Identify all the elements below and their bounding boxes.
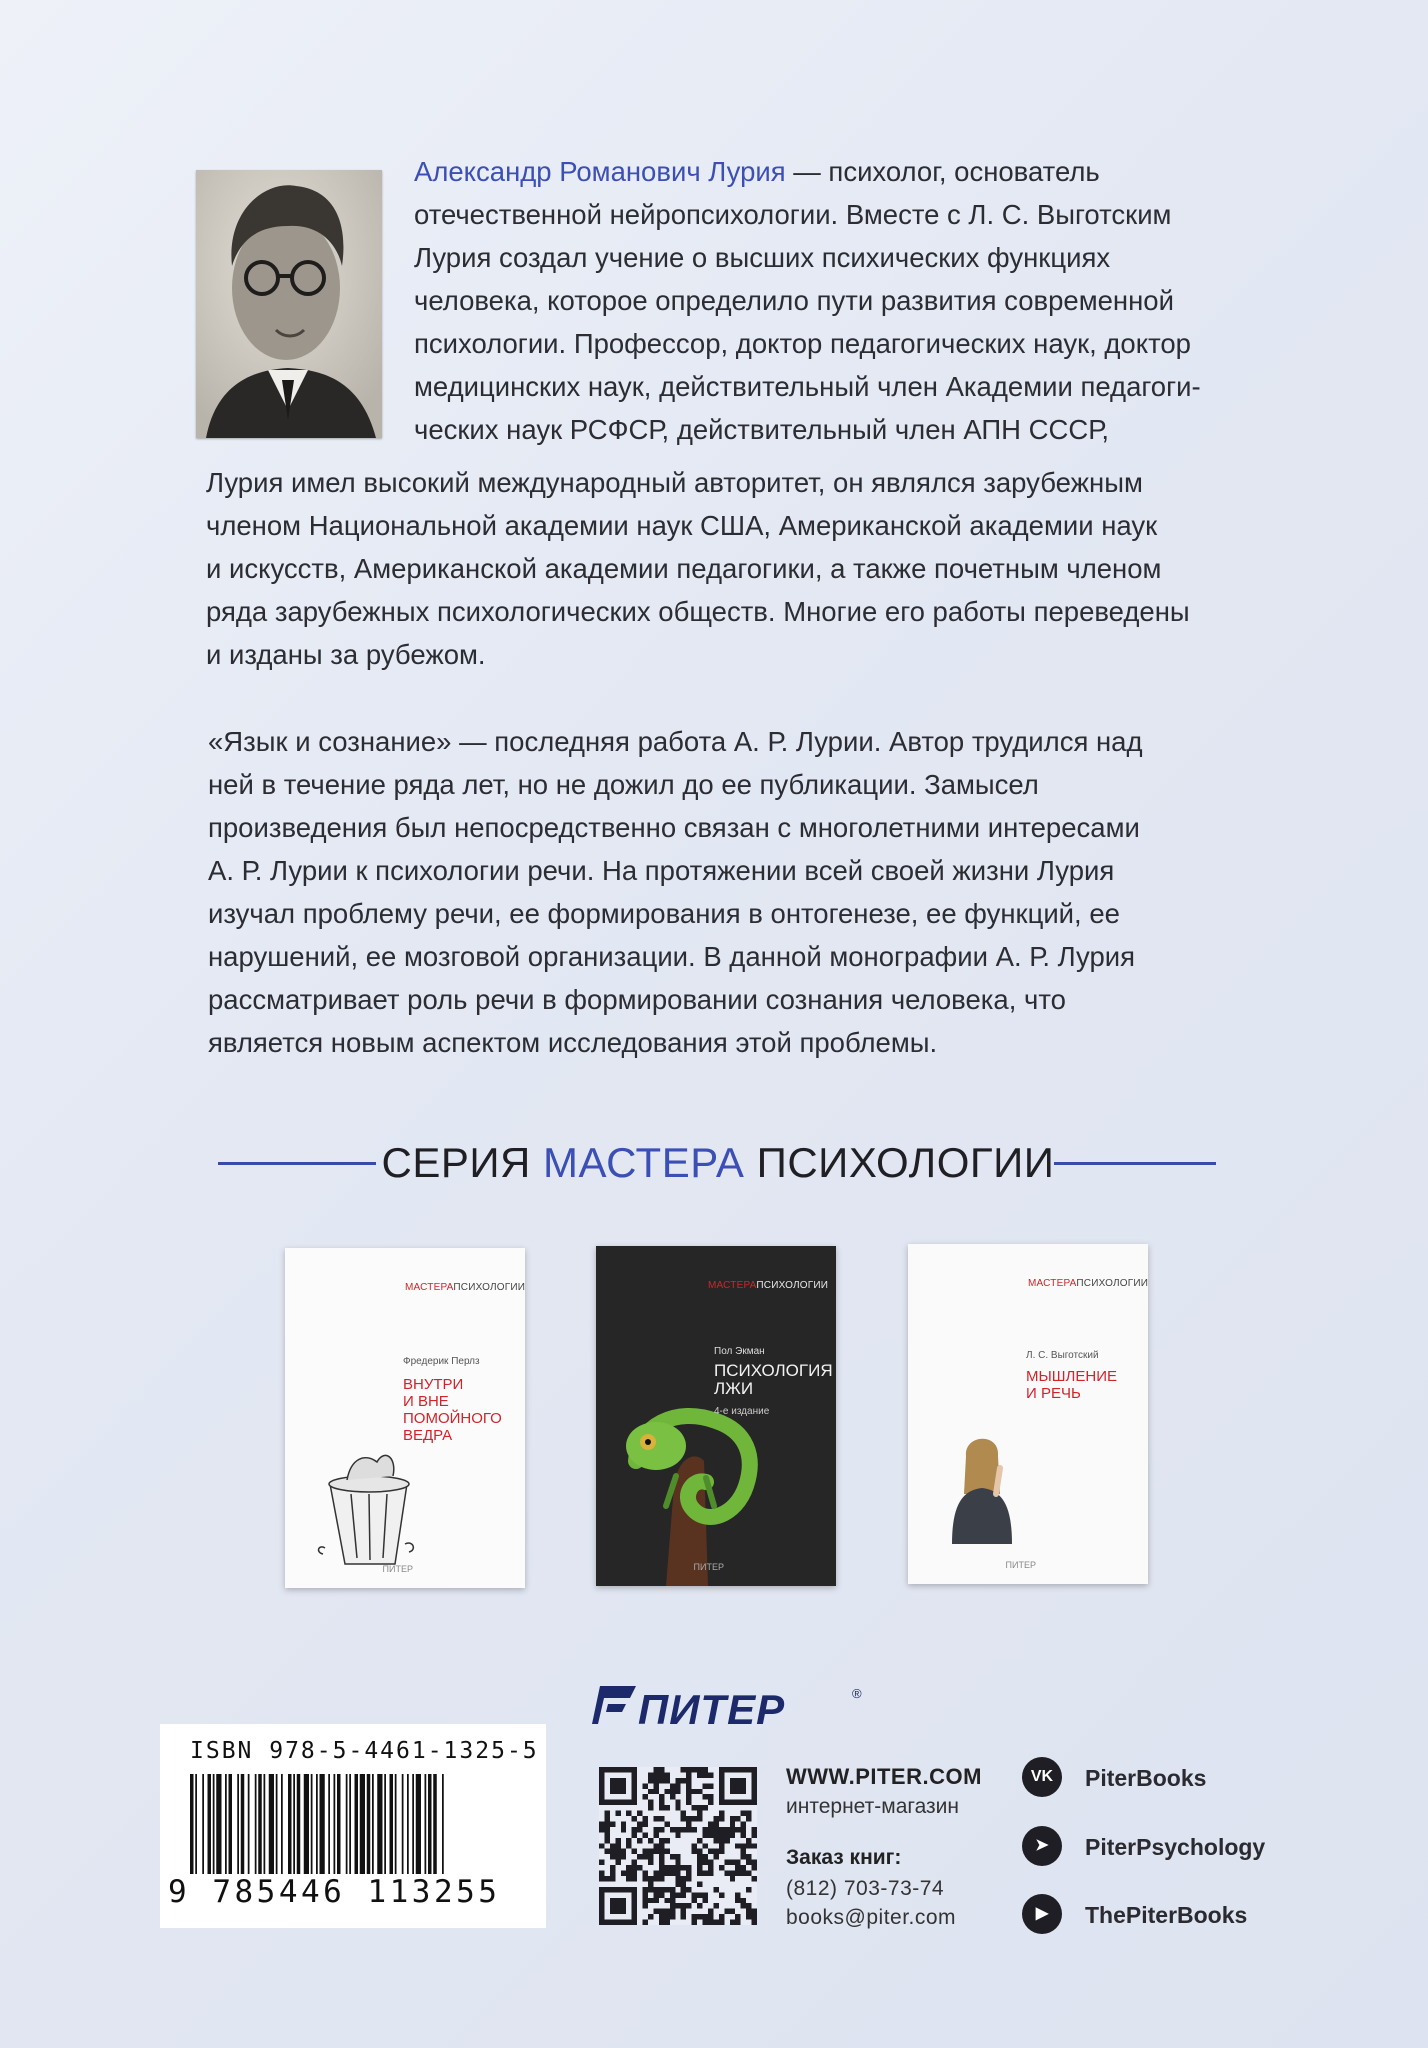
publisher-logo-mark: [590, 1680, 638, 1730]
publisher-logo: [590, 1680, 862, 1740]
description-line: нарушений, ее мозговой организации. В данной монографии А. Р. Лурия: [208, 941, 1135, 972]
book-description: [208, 720, 1248, 1064]
bio-line: членом Национальной академии наук США, Американской академии наук: [206, 510, 1158, 541]
description-line: ней в течение ряда лет, но не дожил до ее публикации. Замысел: [208, 769, 1039, 800]
order-email[interactable]: books@piter.com: [786, 1906, 957, 1929]
bio-line: ряда зарубежных психологических обществ. Многие его работы переведены: [206, 596, 1190, 627]
bio-line: и изданы за рубежом.: [206, 639, 486, 670]
bio-line: ческих наук РСФСР, действительный член АПН СССР,: [414, 414, 1110, 445]
bio-line: Александр Романович Лурия — психолог, основатель: [414, 156, 1100, 187]
description-line: является новым аспектом исследования этой проблемы.: [208, 1027, 938, 1058]
barcode-bars: [190, 1774, 520, 1874]
book-edition: 4-е издание: [714, 1406, 770, 1417]
book-title: ПСИХОЛОГИЯ ЛЖИ: [714, 1361, 833, 1398]
isbn-label: ISBN 978-5-4461-1325-5: [190, 1738, 539, 1764]
order-label: Заказ книг:: [786, 1846, 902, 1869]
book-title: ВНУТРИ И ВНЕ ПОМОЙНОГО ВЕДРА: [403, 1376, 502, 1444]
bio-line: человека, которое определило пути развития современной: [414, 285, 1174, 316]
book-series-mark: МАСТЕРАПСИХОЛОГИИ: [405, 1282, 525, 1293]
bio-line: психологии. Профессор, доктор педагогических наук, доктор: [414, 328, 1191, 359]
publisher-website[interactable]: WWW.PITER.COM: [786, 1764, 982, 1789]
series-book-1: [285, 1248, 525, 1588]
book-author: Пол Экман: [714, 1346, 765, 1357]
bio-line: медицинских наук, действительный член Академии педагоги-: [414, 371, 1201, 402]
description-line: произведения был непосредственно связан с многолетними интересами: [208, 812, 1140, 843]
website-caption: интернет-магазин: [786, 1795, 959, 1818]
series-heading: [218, 1135, 1218, 1195]
book-title: МЫШЛЕНИЕ И РЕЧЬ: [1026, 1368, 1117, 1402]
youtube-play-icon: ▶: [1022, 1894, 1062, 1934]
series-accent: МАСТЕРА: [543, 1139, 745, 1186]
book-series-mark: МАСТЕРАПСИХОЛОГИИ: [1028, 1278, 1148, 1289]
book-publisher-mark: ПИТЕР: [1005, 1560, 1036, 1570]
bio-line: Лурия создал учение о высших психических функциях: [414, 242, 1111, 273]
series-title: СЕРИЯ МАСТЕРА ПСИХОЛОГИИ: [381, 1139, 1055, 1186]
author-bio-bottom: [206, 461, 1246, 676]
girl-illustration: [908, 1244, 1148, 1584]
book-publisher-mark: ПИТЕР: [382, 1564, 413, 1574]
telegram-icon: ➤: [1022, 1826, 1062, 1866]
book-author: Л. С. Выготский: [1026, 1350, 1099, 1361]
description-line: изучал проблему речи, ее формирования в онтогенезе, ее функций, ее: [208, 898, 1120, 929]
author-bio-top: [414, 150, 1244, 451]
social-label: ThePiterBooks: [1085, 1902, 1248, 1928]
description-line: «Язык и сознание» — последняя работа А. Р. Лурии. Автор трудился над: [208, 726, 1143, 757]
author-name: Александр Романович Лурия: [414, 156, 786, 187]
series-book-2: [596, 1246, 836, 1586]
vk-icon: VK: [1022, 1757, 1062, 1797]
description-line: рассматривает роль речи в формировании сознания человека, что: [208, 984, 1066, 1015]
author-portrait: [196, 170, 382, 438]
series-book-3: [908, 1244, 1148, 1584]
social-label: PiterPsychology: [1085, 1834, 1266, 1860]
book-publisher-mark: ПИТЕР: [693, 1562, 724, 1572]
qr-code: [599, 1767, 757, 1925]
bio-line: отечественной нейропсихологии. Вместе с Л. С. Выготским: [414, 199, 1172, 230]
isbn-barcode: [160, 1724, 546, 1928]
bio-line: Лурия имел высокий международный авторитет, он являлся зарубежным: [206, 467, 1143, 498]
book-series-mark: МАСТЕРАПСИХОЛОГИИ: [708, 1280, 829, 1291]
bio-line: и искусств, Американской академии педагогики, а также почетным членом: [206, 553, 1162, 584]
divider-right: [1054, 1162, 1216, 1165]
description-line: А. Р. Лурии к психологии речи. На протяжении всей своей жизни Лурия: [208, 855, 1115, 886]
publisher-wordmark: ПИТЕР: [638, 1686, 786, 1733]
social-label: PiterBooks: [1085, 1765, 1207, 1791]
registered-mark: ®: [852, 1686, 862, 1701]
book-author: Фредерик Перлз: [403, 1356, 480, 1367]
order-phone: (812) 703-73-74: [786, 1877, 945, 1900]
isbn-digits: 9 785446 113255: [168, 1874, 501, 1910]
